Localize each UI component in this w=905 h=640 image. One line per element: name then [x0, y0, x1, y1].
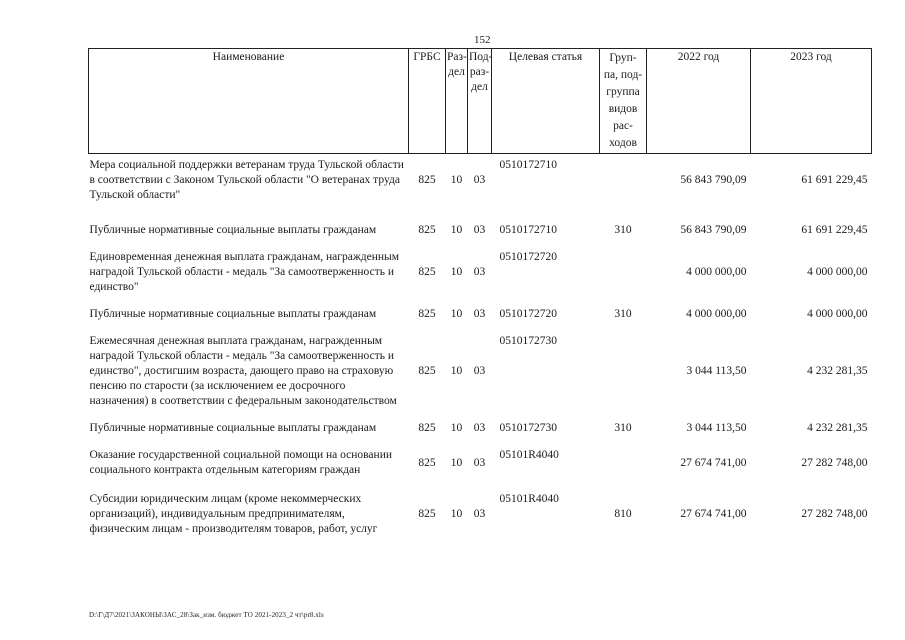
- row-target-t1: 05: [499, 224, 511, 236]
- row-name: Оказание государственной социальной помощи на основании социального контракта отдельным категориям граждан: [89, 449, 392, 476]
- row-2022: 4 000 000,00: [686, 266, 747, 278]
- row-razdel: 10: [450, 456, 463, 469]
- row-target-t3: 01: [516, 422, 529, 434]
- row-target: [492, 413, 600, 440]
- header-2022: 2022 год: [647, 49, 751, 154]
- header-group: Груп- па, под- группа видов рас- ходов: [600, 49, 647, 154]
- row-target: [492, 482, 600, 511]
- row-podrazdel: 03: [473, 308, 486, 320]
- row-group: 310: [614, 308, 632, 320]
- row-2023: 27 282 748,00: [801, 508, 868, 520]
- row-name: Публичные нормативные социальные выплаты гражданам: [89, 422, 377, 434]
- row-target-t1: 05: [499, 308, 511, 320]
- row-grbs: 825: [418, 456, 436, 469]
- row-grbs: 825: [418, 224, 436, 236]
- row-target-t1: 05: [499, 159, 511, 171]
- row-2023: 4 000 000,00: [807, 308, 868, 320]
- row-podrazdel: 03: [473, 422, 486, 434]
- row-razdel: 10: [450, 508, 463, 520]
- row-grbs: 825: [418, 266, 436, 278]
- header-razdel: Раз- дел: [446, 49, 468, 154]
- page-number: 152: [474, 34, 491, 46]
- row-grbs: 825: [418, 422, 436, 434]
- row-2022: 3 044 113,50: [686, 365, 747, 377]
- row-grbs: 825: [418, 508, 436, 520]
- row-name: Публичные нормативные социальные выплаты гражданам: [89, 224, 377, 236]
- row-target: [492, 440, 600, 467]
- row-target-t2: 1: [511, 335, 517, 347]
- row-target-t2: 1: [511, 159, 517, 171]
- header-2023: 2023 год: [751, 49, 872, 154]
- row-target-t2: 1: [511, 308, 517, 320]
- row-target-t3: 01: [516, 251, 529, 263]
- row-group: [600, 326, 647, 413]
- table-row: [89, 299, 872, 326]
- row-target-t4: R4040: [528, 449, 559, 461]
- row-podrazdel: 03: [473, 266, 486, 278]
- row-target: [492, 326, 600, 353]
- row-2022: 4 000 000,00: [686, 308, 747, 320]
- row-target-t1: 05: [499, 251, 511, 263]
- table-row: [89, 326, 872, 413]
- row-razdel: 10: [450, 308, 463, 320]
- row-razdel: 10: [450, 224, 463, 236]
- table-row: [89, 413, 872, 440]
- row-2022: 56 843 790,09: [680, 224, 747, 236]
- row-target: [492, 299, 600, 326]
- row-grbs: 825: [418, 174, 436, 186]
- row-target-t3: 01: [516, 308, 529, 320]
- row-target-t4: 72730: [528, 422, 557, 434]
- table-row: [89, 482, 872, 541]
- row-name: Единовременная денежная выплата гражданам, награжденным наградой Тульской области - медаль "За самоотверженность и единство": [89, 251, 400, 293]
- row-target-t1: 05: [499, 422, 511, 434]
- row-razdel: 10: [450, 266, 463, 278]
- row-razdel: 10: [450, 422, 463, 434]
- row-2023: 61 691 229,45: [801, 224, 868, 236]
- row-podrazdel: 03: [473, 224, 486, 236]
- header-podrazdel: Под- раз- дел: [468, 49, 492, 154]
- row-target: [492, 207, 600, 242]
- row-name: Мера социальной поддержки ветеранам труда Тульской области в соответствии с Законом Тульской области "О ветеранах труда Тульской области": [89, 159, 404, 201]
- row-grbs: 825: [418, 365, 436, 377]
- row-target-t2: 1: [511, 224, 517, 236]
- row-podrazdel: 03: [473, 365, 486, 377]
- row-podrazdel: 03: [473, 456, 486, 469]
- row-target-t2: 1: [511, 251, 517, 263]
- file-path-footer: D:\Г\Д7\2021\ЗАКОНЫ\ЗАС_28\Зак_изм. бюджет ТО 2021-2023_2 чт\pr8.xls: [89, 611, 324, 619]
- row-2022: 3 044 113,50: [686, 422, 747, 434]
- row-podrazdel: 03: [473, 508, 486, 520]
- table-row: [89, 440, 872, 482]
- table-row: [89, 242, 872, 299]
- row-group: 310: [614, 422, 632, 434]
- row-target-t4: 72720: [528, 308, 557, 320]
- row-2023: 27 282 748,00: [801, 456, 868, 469]
- row-name: Публичные нормативные социальные выплаты гражданам: [89, 308, 377, 320]
- row-target-t1: 05: [499, 493, 511, 505]
- row-name: Ежемесячная денежная выплата гражданам, награжденным наградой Тульской области - медаль "За самоотверженность и единство", достигшим возраста, дающего право на страховую пенсию по старости (за исключением ее досрочного назначения) в соответствии с федеральным законодательством: [89, 335, 397, 407]
- row-target-t1: 05: [499, 335, 511, 347]
- row-group: 310: [614, 224, 632, 236]
- row-target-t1: 05: [499, 449, 511, 461]
- row-target-t3: 01: [516, 449, 529, 461]
- table-row: [89, 154, 872, 208]
- row-2023: 4 000 000,00: [807, 266, 868, 278]
- row-target-t2: 1: [511, 493, 517, 505]
- row-2022: 27 674 741,00: [680, 508, 747, 520]
- row-razdel: 10: [450, 174, 463, 186]
- row-target-t3: 01: [516, 493, 529, 505]
- row-target: [492, 154, 600, 177]
- table-header-row: [89, 49, 872, 154]
- row-target-t3: 01: [516, 224, 529, 236]
- budget-table: [88, 48, 872, 541]
- row-target: [492, 242, 600, 269]
- row-target-t2: 1: [511, 449, 517, 461]
- row-2023: 4 232 281,35: [807, 365, 868, 377]
- row-target-t4: 72720: [528, 251, 557, 263]
- row-target-t4: 72730: [528, 335, 557, 347]
- row-grbs: 825: [418, 308, 436, 320]
- row-group: [600, 242, 647, 299]
- row-group: [600, 440, 647, 482]
- row-target-t2: 1: [511, 422, 517, 434]
- header-grbs: ГРБС: [409, 49, 446, 154]
- row-group: [600, 154, 647, 208]
- row-target-t3: 01: [516, 159, 529, 171]
- row-group: 810: [614, 508, 632, 520]
- row-razdel: 10: [450, 365, 463, 377]
- row-target-t4: 72710: [528, 224, 557, 236]
- row-target-t3: 01: [516, 335, 529, 347]
- row-target-t4: R4040: [528, 493, 559, 505]
- row-name: Субсидии юридическим лицам (кроме некоммерческих организаций), индивидуальным предпринимателям, физическим лицам - производителям товаров, работ, услуг: [89, 493, 378, 535]
- row-2022: 27 674 741,00: [680, 456, 747, 469]
- row-podrazdel: 03: [473, 174, 486, 186]
- row-2023: 4 232 281,35: [807, 422, 868, 434]
- header-name: Наименование: [89, 49, 409, 154]
- header-target: Целевая статья: [492, 49, 600, 154]
- row-2023: 61 691 229,45: [801, 174, 868, 186]
- row-target-t4: 72710: [528, 159, 557, 171]
- table-row: [89, 207, 872, 242]
- row-2022: 56 843 790,09: [680, 174, 747, 186]
